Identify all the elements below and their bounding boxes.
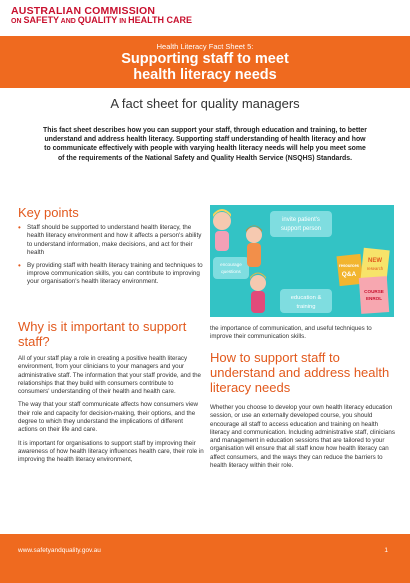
- bubble-text-2a: encourage: [220, 262, 242, 267]
- person-2-icon: [246, 226, 262, 268]
- intro-paragraph: This fact sheet describes how you can support your staff, through education and training, to better understand and address health literacy. Supporting staff understanding of health literacy and how to communicate effectively with people with varying health literacy needs will help you meet some of the requirements of the National Safety and Quality Health Service (NSQHS) Standards.: [43, 127, 367, 162]
- logo-line-1: AUSTRALIAN COMMISSION: [11, 5, 156, 17]
- card-text-2b: research: [366, 266, 384, 271]
- page-title-line-2: health literacy needs: [133, 67, 277, 83]
- website-link[interactable]: www.safetyandquality.gov.au: [18, 547, 101, 554]
- bubble-text-3b: training: [296, 304, 316, 310]
- bubble-text-2b: questions: [221, 269, 241, 274]
- logo-line-2: ON SAFETY AND QUALITY IN HEALTH CARE: [11, 15, 192, 25]
- list-item: • Staff should be supported to understand health literacy, the health literacy environment and how it affects a person's ability to understand information, make decisions, and act for their health: [18, 224, 206, 258]
- card-text-1a: resources: [338, 263, 360, 268]
- how-heading: How to support staff to understand and address health literacy needs: [210, 350, 390, 395]
- why-heading: Why is it important to support staff?: [18, 319, 187, 349]
- commission-logo: [11, 7, 192, 26]
- list-item: • By providing staff with health literacy training and techniques to improve communication skills, you can contribute to improving your organisation's health literacy environment.: [18, 262, 206, 287]
- card-text-1b: Q&A: [341, 271, 357, 278]
- page-subtitle: A fact sheet for quality managers: [110, 96, 300, 111]
- page-title-line-1: Supporting staff to meet: [121, 51, 289, 67]
- illustration-graphic: [210, 205, 394, 317]
- why-paragraph-1: All of your staff play a role in creating a positive health literacy environment, from your clinicians to your managers and your administrative staff. The information that your staff provide, and the relationships that they build with consumers contribute to consumers' understanding of their health and health care.: [18, 355, 201, 396]
- bubble-text-1b: support person: [280, 226, 322, 232]
- why-continued: the importance of communication, and useful techniques to improve their communication skills.: [210, 325, 372, 341]
- speech-bubble-top: [270, 211, 332, 237]
- why-body: [18, 355, 204, 470]
- title-banner: [0, 36, 410, 88]
- page-number: 1: [384, 547, 388, 554]
- speech-bubble-left: [213, 257, 249, 279]
- course-card: [359, 276, 389, 314]
- card-text-3a: COURSE: [364, 289, 384, 294]
- bubble-text-1a: invite patient's: [282, 217, 320, 223]
- why-paragraph-2: The way that your staff communicate affects how consumers view their role and capacity for decision-making, their options, and the degree to which they understand the implications of different actions on their life and care.: [18, 401, 198, 434]
- card-text-3b: ENROL: [365, 296, 383, 301]
- key-points-heading: Key points: [18, 205, 79, 220]
- staff-illustration: [210, 205, 394, 317]
- how-paragraph: Whether you choose to develop your own health literacy education session, or use an externally developed course, you should encourage all staff to access education and training on health literacy and communication. Including administrative staff, clinicians and management in education sessions that are tailored to your organisation will ensure that all staff know how health literacy can affect consumers, and the ways they can reduce the barriers to health literacy within their role.: [210, 404, 395, 470]
- page-footer: [0, 534, 410, 583]
- key-points-list: [18, 224, 206, 291]
- person-3-icon: [250, 273, 266, 314]
- series-label: Health Literacy Fact Sheet 5:: [156, 42, 254, 51]
- why-paragraph-3: It is important for organisations to support staff by improving their awareness of how health literacy influences health care, their role in improving the health literacy environment,: [18, 439, 204, 464]
- card-text-2a: NEW: [368, 258, 382, 264]
- bubble-text-3a: education &: [290, 295, 322, 301]
- person-1-icon: [213, 209, 231, 251]
